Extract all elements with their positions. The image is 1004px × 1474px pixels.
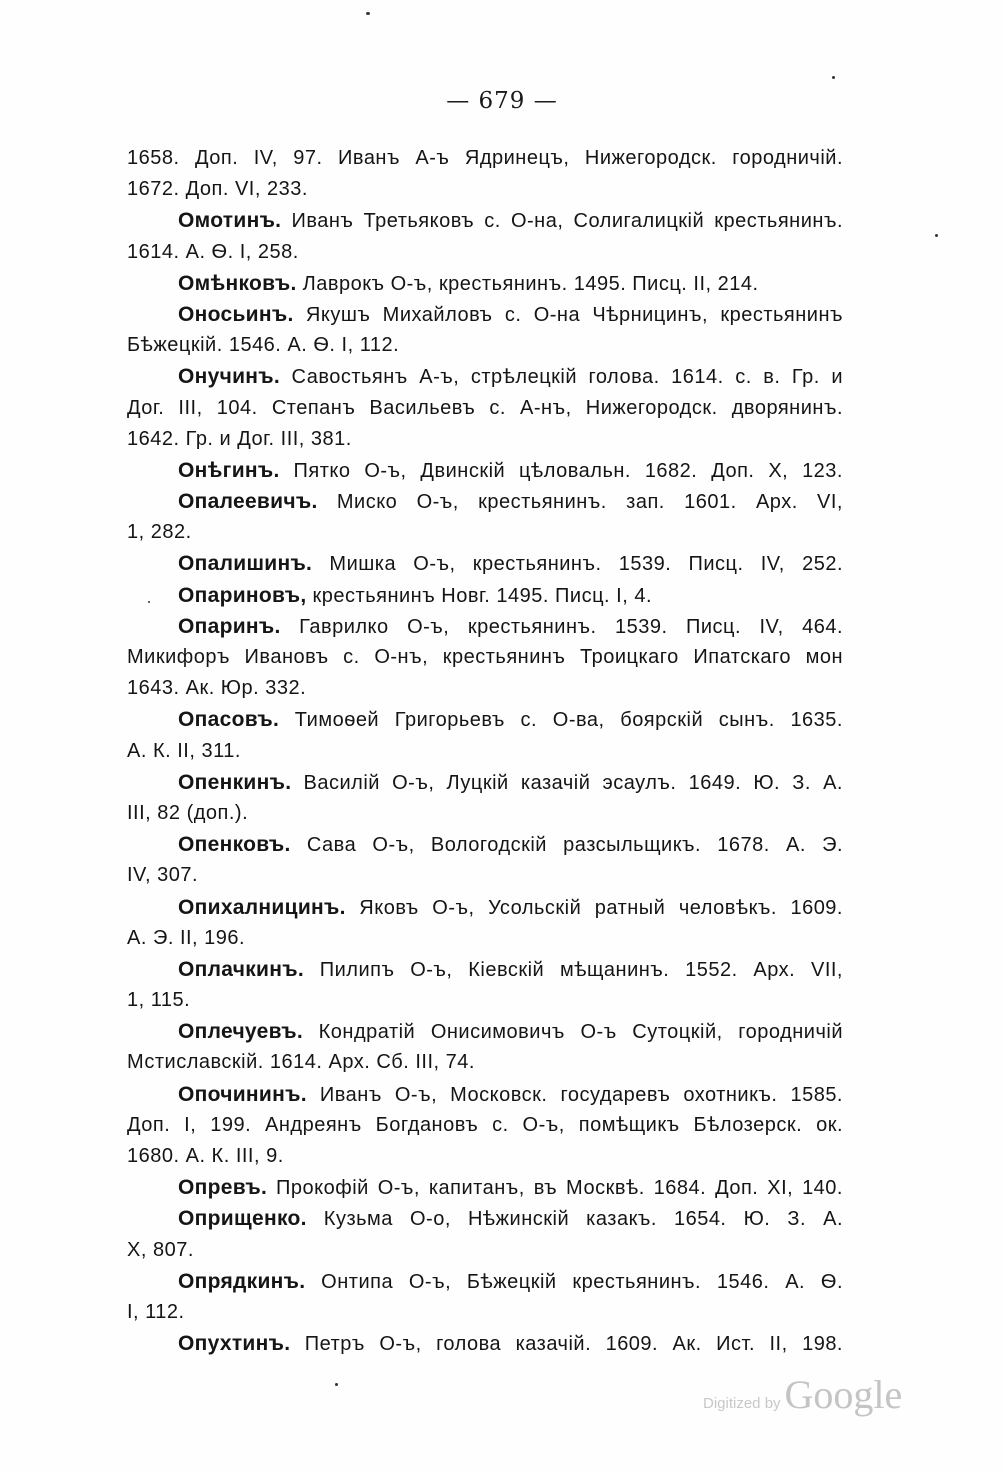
entry-text: Пилипъ О-ъ, Кіевскій мѣщанинъ. 1552. Арх. VII,	[303, 958, 843, 981]
entry-line	[127, 1266, 843, 1297]
entry-line	[127, 767, 843, 798]
entry-line	[127, 892, 843, 923]
entry-text: Онтипа О-ъ, Бѣжецкій крестьянинъ. 1546. А. Ѳ.	[305, 1270, 843, 1293]
entry-text: А. К. II, 311.	[127, 739, 241, 762]
entry-headword: Опенкинъ.	[178, 770, 292, 794]
entry-headword: Омѣнковъ.	[178, 271, 297, 295]
entry-text: Прокофій О-ъ, капитанъ, въ Москвѣ. 1684. Доп. XI, 140.	[267, 1177, 843, 1200]
entry-line	[127, 860, 843, 891]
entry-headword: Опаринъ.	[178, 614, 281, 638]
entry-headword: Омотинъ.	[178, 209, 282, 233]
entry-line	[127, 486, 843, 517]
entry-headword: Опревъ.	[178, 1176, 268, 1200]
entry-text: 1658. Доп. IV, 97. Иванъ А-ъ Ядринецъ, Нижегородск. городничій.	[127, 147, 843, 169]
entry-text: IV, 307.	[127, 864, 199, 887]
entry-text: крестьянинъ Новг. 1495. Писц. I, 4.	[306, 584, 652, 607]
entry-line	[127, 174, 843, 205]
entry-line	[127, 736, 843, 767]
entry-text: Мстиславскій. 1614. Арх. Сб. III, 74.	[127, 1051, 475, 1074]
entry-text: 1642. Гр. и Дог. III, 381.	[127, 427, 352, 450]
entry-headword: Опрядкинъ.	[178, 1269, 306, 1293]
entry-line	[127, 580, 843, 611]
entry-line	[127, 954, 843, 985]
entry-headword: Оплечуевъ.	[178, 1020, 304, 1044]
entry-headword: Опухтинъ.	[178, 1332, 291, 1356]
entry-line	[127, 1235, 843, 1266]
entry-line	[127, 548, 843, 579]
entry-line	[127, 1328, 843, 1359]
entry-text: Пятко О-ъ, Двинскій цѣловальн. 1682. Доп. X, 123.	[279, 459, 843, 482]
entry-headword: Опенковъ.	[178, 833, 291, 857]
google-logo: Google	[784, 1372, 903, 1417]
entry-text: III, 82 (доп.).	[127, 801, 249, 824]
entry-line	[127, 1110, 843, 1141]
entry-text: 1, 282.	[127, 521, 192, 544]
entry-line	[127, 1203, 843, 1234]
entry-line	[127, 393, 843, 424]
entry-text: 1614. А. Ѳ. I, 258.	[127, 240, 299, 263]
scan-speck	[832, 76, 835, 79]
entry-text: Гаврилко О-ъ, крестьянинъ. 1539. Писц. IV, 464.	[280, 615, 843, 638]
entry-text: Якушъ Михайловъ с. О-на Чѣрницинъ, крестьянинъ	[293, 303, 843, 326]
entry-line	[127, 829, 843, 860]
entry-headword: Опалишинъ.	[178, 552, 313, 576]
entry-line	[127, 143, 843, 174]
scan-speck	[335, 1383, 338, 1386]
entry-line	[127, 1079, 843, 1110]
entry-text: I, 112.	[127, 1300, 185, 1323]
entry-line	[127, 611, 843, 642]
entry-line	[127, 673, 843, 704]
entry-line	[127, 205, 843, 236]
entry-line	[127, 1047, 843, 1078]
digitized-watermark	[703, 1371, 913, 1417]
entry-headword: Онучинъ.	[178, 365, 281, 389]
entry-line	[127, 424, 843, 455]
entry-line	[127, 330, 843, 361]
entry-line	[127, 1172, 843, 1203]
watermark-prefix: Digitized by	[703, 1395, 781, 1412]
entry-headword: Оприщенко.	[178, 1207, 307, 1231]
entry-text: Миско О-ъ, крестьянинъ. зап. 1601. Арх. VI,	[317, 491, 843, 514]
entry-text: Сава О-ъ, Вологодскій разсыльщикъ. 1678. А. Э.	[290, 834, 843, 857]
entry-text: Тимоѳей Григорьевъ с. О-ва, боярскій сынъ. 1635.	[279, 709, 843, 732]
entry-headword: Оплачкинъ.	[178, 957, 304, 981]
entry-text: 1643. Ак. Юр. 332.	[127, 677, 307, 700]
entry-line	[127, 299, 843, 330]
entry-headword: Опасовъ.	[178, 708, 280, 732]
entry-headword: Онѣгинъ.	[178, 458, 280, 482]
entry-line	[127, 1141, 843, 1172]
entry-headword: Опариновъ,	[178, 583, 307, 607]
entry-line	[127, 642, 843, 673]
entry-text: Яковъ О-ъ, Усольскій ратный человѣкъ. 1609.	[345, 896, 843, 919]
entry-text: Лаврокъ О-ъ, крестьянинъ. 1495. Писц. II, 214.	[296, 272, 759, 295]
entry-line	[127, 517, 843, 548]
entry-text: X, 807.	[127, 1238, 194, 1261]
entry-text: Савостьянъ А-ъ, стрѣлецкій голова. 1614. с. в. Гр. и	[280, 366, 843, 389]
entry-text: Мишка О-ъ, крестьянинъ. 1539. Писц. IV, 252.	[312, 553, 843, 576]
dictionary-entries	[127, 143, 843, 1359]
entry-text: Кузьма О-о, Нѣжинскій казакъ. 1654. Ю. З. А.	[306, 1208, 843, 1231]
entry-line	[127, 923, 843, 954]
entry-line	[127, 268, 843, 299]
entry-text: 1672. Доп. VI, 233.	[127, 178, 308, 201]
entry-text: А. Э. II, 196.	[127, 926, 246, 949]
entry-headword: Оносьинъ.	[178, 302, 294, 326]
entry-text: Иванъ Третьяковъ с. О-на, Солигалицкій крестьянинъ.	[281, 210, 843, 233]
entry-text: Кондратій Онисимовичъ О-ъ Сутоцкій, городничій	[303, 1021, 843, 1044]
entry-headword: Опочининъ.	[178, 1082, 307, 1106]
entry-text: Иванъ О-ъ, Московск. государевъ охотникъ. 1585.	[306, 1083, 843, 1106]
entry-line	[127, 985, 843, 1016]
entry-text: Бѣжецкій. 1546. А. Ѳ. I, 112.	[127, 334, 400, 357]
entry-text: Петръ О-ъ, голова казачій. 1609. Ак. Ист. II, 198.	[290, 1333, 843, 1356]
entry-line	[127, 1297, 843, 1328]
entry-text: Василій О-ъ, Луцкій казачій эсаулъ. 1649. Ю. З. А.	[291, 771, 843, 794]
scan-speck	[148, 601, 150, 603]
entry-text: 1, 115.	[127, 989, 191, 1012]
entry-line	[127, 704, 843, 735]
entry-line	[127, 1016, 843, 1047]
page-number: — 679 —	[446, 88, 558, 114]
entry-line	[127, 361, 843, 392]
entry-headword: Опихалницинъ.	[178, 895, 346, 919]
entry-line	[127, 455, 843, 486]
entry-line	[127, 237, 843, 268]
entry-headword: Опалеевичъ.	[178, 490, 318, 514]
entry-text: Дог. III, 104. Степанъ Васильевъ с. А-нъ, Нижегородск. дворянинъ.	[127, 396, 843, 419]
entry-text: Микифоръ Ивановъ с. О-нъ, крестьянинъ Троицкаго Ипатскаго мон	[127, 646, 843, 668]
scan-speck	[366, 12, 370, 15]
entry-line	[127, 798, 843, 829]
entry-text: Доп. I, 199. Андреянъ Богдановъ с. О-ъ, помѣщикъ Бѣлозерск. ок.	[127, 1113, 843, 1136]
entry-text: 1680. А. К. III, 9.	[127, 1145, 284, 1167]
scan-speck	[935, 234, 938, 237]
